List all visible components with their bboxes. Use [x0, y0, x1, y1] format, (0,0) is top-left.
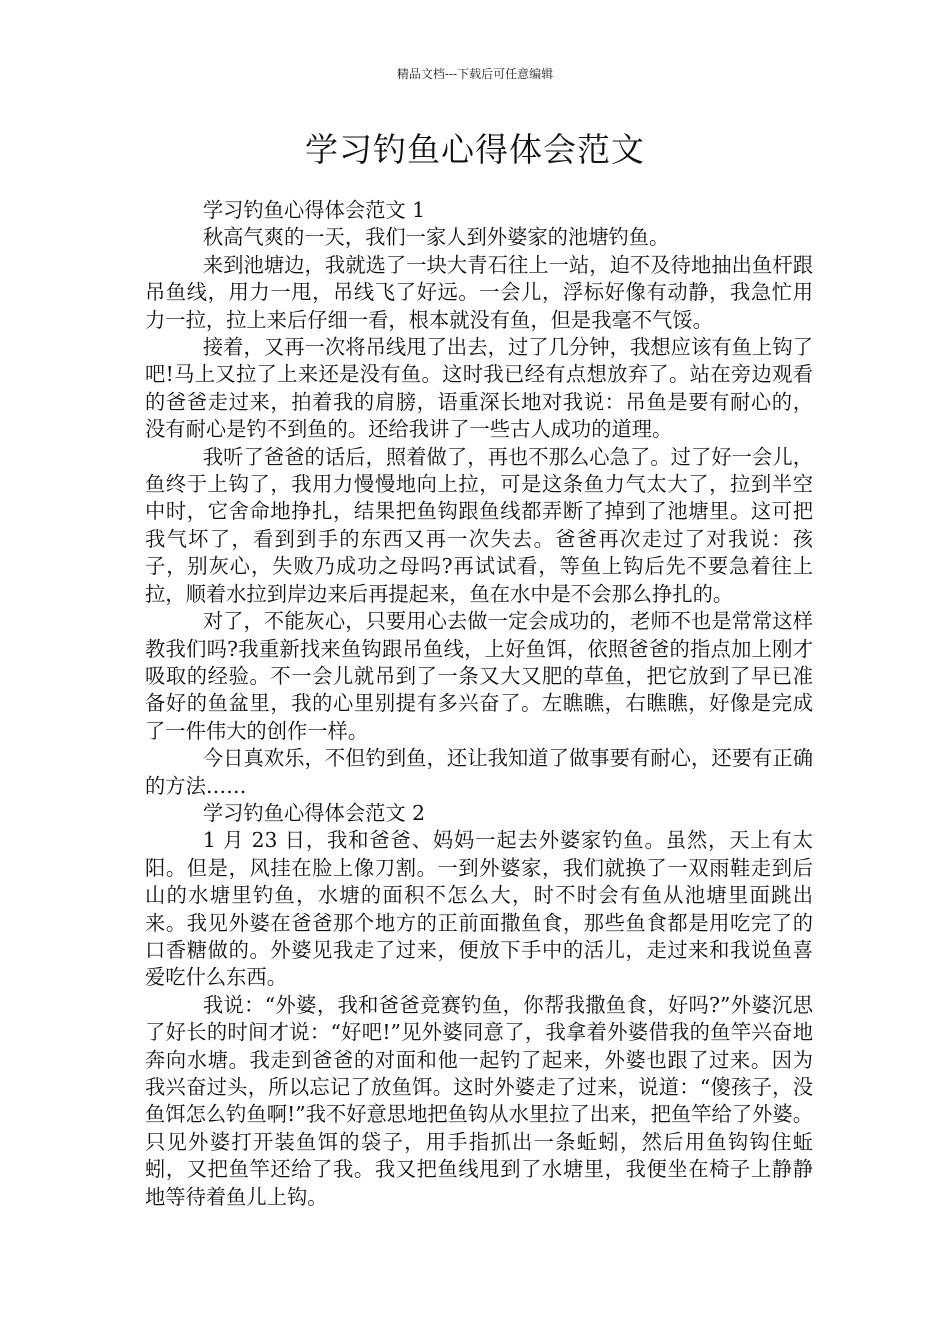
paragraph: 秋高气爽的一天，我们一家人到外婆家的池塘钓鱼。 [202, 225, 670, 250]
paragraph: 接着，又再一次将吊线甩了出去，过了几分钟，我想应该有鱼上钩了吧!马上又拉了上来还是没有鱼。这时我已经有点想放弃了。站在旁边观看的爸爸走过来，拍着我的肩膀，语重深长地对我说：吊鱼是要有耐心的，没有耐心是钓不到鱼的。还给我讲了一些古人成功的道理。 [145, 335, 813, 442]
paragraph: 来到池塘边，我就选了一块大青石往上一站，迫不及待地抽出鱼杆跟吊鱼线，用力一甩，吊线飞了好远。一会儿，浮标好像有动静，我急忙用力一拉，拉上来后仔细一看，根本就没有鱼，但是我毫不气馁。 [145, 252, 813, 332]
section-heading-1: 学习钓鱼心得体会范文 1 [202, 198, 426, 222]
header-note: 精品文档---下载后可任意编辑 [396, 67, 554, 81]
paragraph: 我听了爸爸的话后，照着做了，再也不那么心急了。过了好一会儿，鱼终于上钩了，我用力慢慢地向上拉，可是这条鱼力气太大了，拉到半空中时，它舍命地挣扎，结果把鱼钩跟鱼线都弄断了掉到了池塘里。这可把我气坏了，看到到手的东西又再一次失去。爸爸再次走过了对我说：孩子，别灰心，失败乃成功之母吗?再试试看，等鱼上钩后先不要急着往上拉，顺着水拉到岸边来后再提起来，鱼在水中是不会那么挣扎的。 [145, 444, 813, 606]
document-title: 学习钓鱼心得体会范文 [305, 130, 645, 169]
paragraph: 对了，不能灰心，只要用心去做一定会成功的，老师不也是常常这样教我们吗?我重新找来鱼钩跟吊鱼线，上好鱼饵，依照爸爸的指点加上刚才吸取的经验。不一会儿就吊到了一条又大又肥的草鱼，把它放到了早已准备好的鱼盆里，我的心里别提有多兴奋了。左瞧瞧，右瞧瞧，好像是完成了一件伟大的创作一样。 [145, 609, 813, 743]
paragraph: 1 月 23 日，我和爸爸、妈妈一起去外婆家钓鱼。虽然，天上有太阳。但是，风挂在脸上像刀割。一到外婆家，我们就换了一双雨鞋走到后山的水塘里钓鱼，水塘的面积不怎么大，时不时会有鱼从池塘里面跳出来。我见外婆在爸爸那个地方的正前面撒鱼食，那些鱼食都是用吃完了的口香糖做的。外婆见我走了过来，便放下手中的活儿，走过来和我说鱼喜爱吃什么东西。 [145, 828, 813, 990]
section-heading-2: 学习钓鱼心得体会范文 2 [202, 800, 426, 825]
paragraph: 我说：“外婆，我和爸爸竞赛钓鱼，你帮我撒鱼食，好吗?”外婆沉思了好长的时间才说：“好吧!”见外婆同意了，我拿着外婆借我的鱼竿兴奋地奔向水塘。我走到爸爸的对面和他一起钓了起来，外婆也跟了过来。因为我兴奋过头，所以忘记了放鱼饵。这时外婆走了过来，说道：“傻孩子，没鱼饵怎么钓鱼啊!”我不好意思地把鱼钩从水里拉了出来，把鱼竿给了外婆。只见外婆打开装鱼饵的袋子，用手指抓出一条蚯蚓，然后用鱼钩钩住蚯蚓，又把鱼竿还给了我。我又把鱼线甩到了水塘里，我便坐在椅子上静静地等待着鱼儿上钩。 [145, 992, 813, 1209]
paragraph: 今日真欢乐，不但钓到鱼，还让我知道了做事要有耐心，还要有正确的方法…… [145, 746, 813, 798]
document-body [145, 197, 813, 1211]
